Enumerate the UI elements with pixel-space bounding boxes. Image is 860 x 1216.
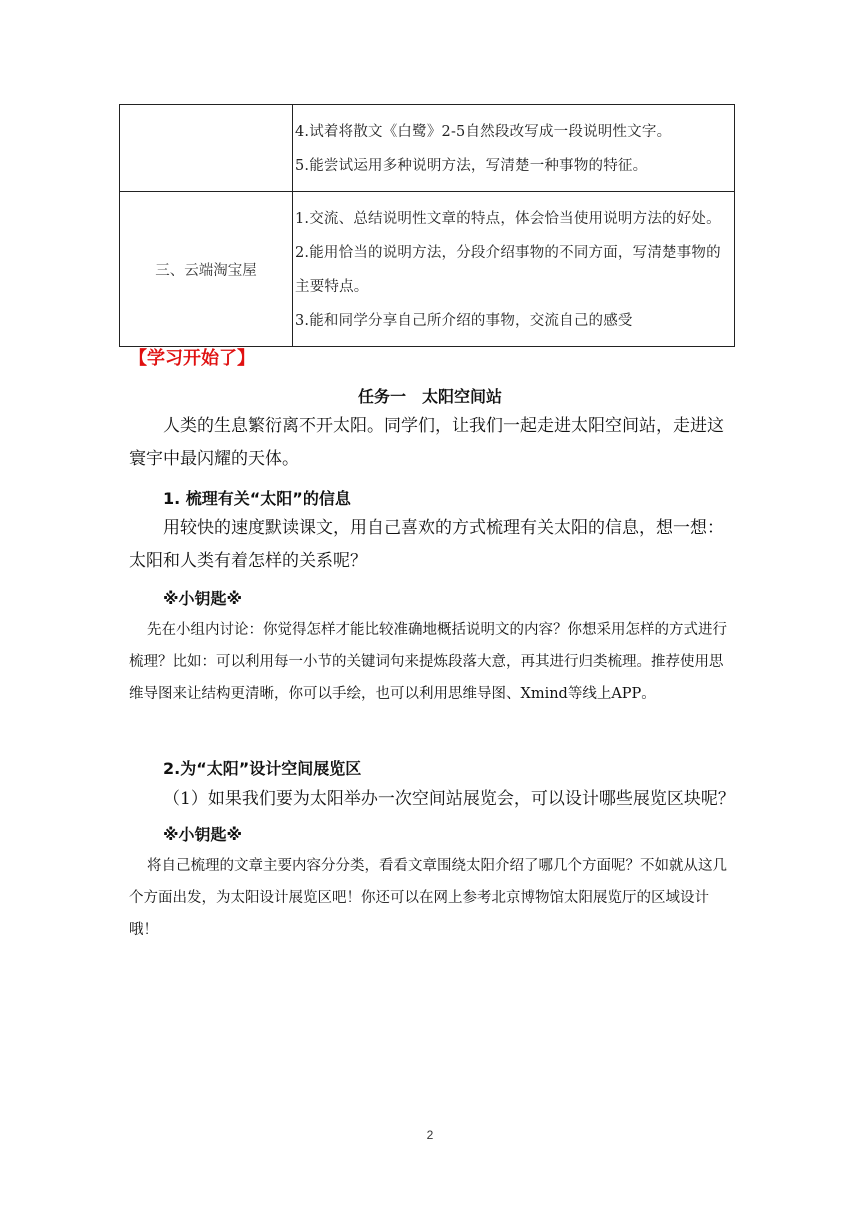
- objectives-table: [119, 104, 735, 347]
- intro-paragraph: 人类的生息繁衍离不开太阳。同学们，让我们一起走进太阳空间站，走进这寰宇中最闪耀的天体。: [129, 416, 724, 469]
- objective-item: 2.能用恰当的说明方法，分段介绍事物的不同方面，写清楚事物的主要特点。: [295, 245, 721, 295]
- section-heading: 【学习开始了】: [129, 348, 255, 369]
- step2-key-label: ※小钥匙※: [163, 825, 243, 844]
- step1-key-text: 先在小组内讨论：你觉得怎样才能比较准确地概括说明文的内容？你想采用怎样的方式进行梳理？比如：可以利用每一小节的关键词句来提炼段落大意，再其进行归类梳理。推荐使用思维导图来让结构更清晰，你可以手绘，也可以利用思维导图、Xmind等线上APP。: [129, 622, 727, 702]
- table-cell-objectives: [293, 105, 735, 192]
- table-cell-objectives: [293, 192, 735, 347]
- page-number: 2: [426, 1128, 434, 1142]
- objective-item: 5.能尝试运用多种说明方法，写清楚一种事物的特征。: [295, 158, 648, 174]
- step2-question: （1）如果我们要为太阳举办一次空间站展览会，可以设计哪些展览区块呢？: [163, 789, 735, 809]
- table-row: [120, 105, 735, 192]
- step1-key-label: ※小钥匙※: [163, 589, 243, 608]
- table-row: [120, 192, 735, 347]
- step1-text: 用较快的速度默读课文，用自己喜欢的方式梳理有关太阳的信息，想一想：太阳和人类有着怎样的关系呢？: [129, 518, 724, 571]
- step2-key-text: 将自己梳理的文章主要内容分分类，看看文章围绕太阳介绍了哪几个方面呢？不如就从这几个方面出发，为太阳设计展览区吧！你还可以在网上参考北京博物馆太阳展览厅的区域设计哦！: [129, 858, 727, 938]
- table-cell-task: 三、云端淘宝屋: [120, 192, 293, 347]
- objective-item: 1.交流、总结说明性文章的特点，体会恰当使用说明方法的好处。: [295, 211, 721, 227]
- step1-heading: 1. 梳理有关“太阳”的信息: [163, 489, 351, 508]
- objective-item: 3.能和同学分享自己所介绍的事物，交流自己的感受: [295, 313, 633, 329]
- table-cell-task: [120, 105, 293, 192]
- objective-item: 4.试着将散文《白鹭》2-5自然段改写成一段说明性文字。: [295, 124, 672, 140]
- task-title: 任务一 太阳空间站: [357, 387, 502, 406]
- step2-heading: 2.为“太阳”设计空间展览区: [163, 759, 362, 778]
